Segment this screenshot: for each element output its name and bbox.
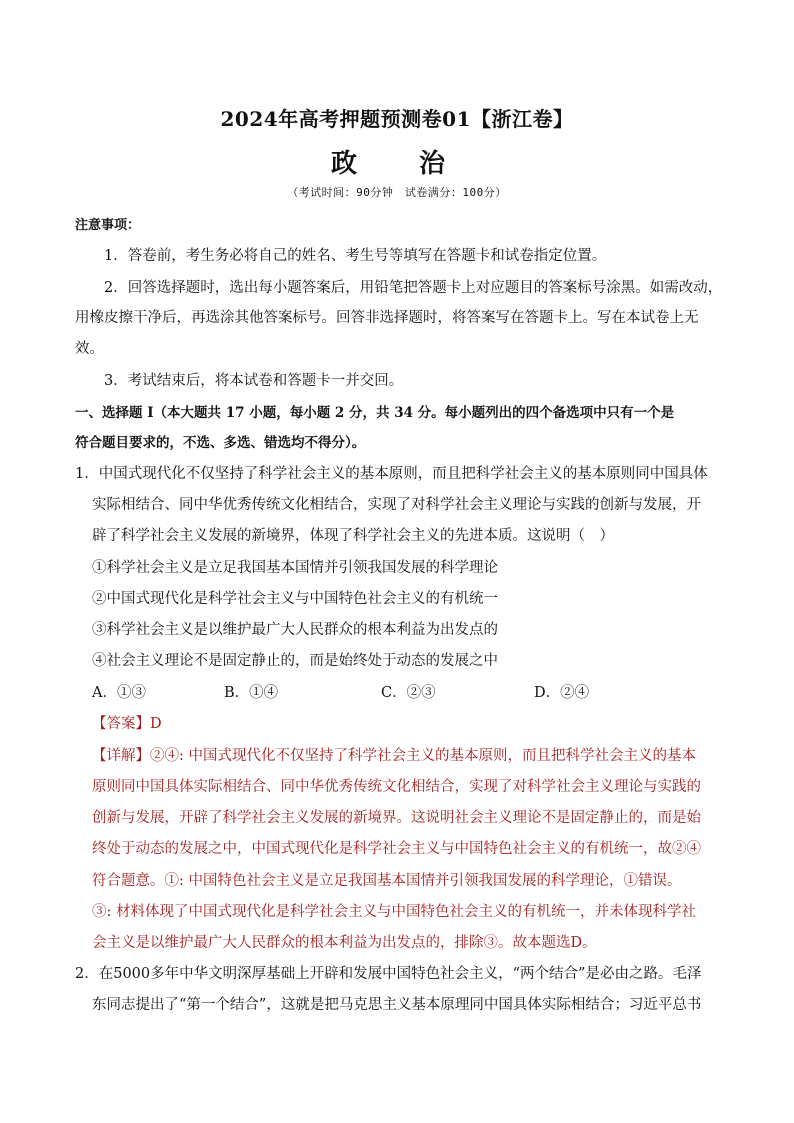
subject-title: 政 治	[330, 149, 463, 179]
note-item: 2．回答选择题时，选出每小题答案后，用铅笔把答题卡上对应题目的答案标号涂黑。如需改动，	[104, 280, 723, 296]
explanation-line: 符合题意。①: 中国特色社会主义是立足我国基本国情并引领我国发展的科学理论，①错误。	[92, 873, 682, 889]
section-heading: 一、选择题 I（本大题共 17 小题，每小题 2 分，共 34 分。每小题列出的四个备选项中只有一个是	[75, 405, 675, 421]
question-stem: 实际相结合、同中华优秀传统文化相结合，实现了对科学社会主义理论与实践的创新与发展，开	[92, 497, 701, 513]
statement: ②中国式现代化是科学社会主义与中国特色社会主义的有机统一	[92, 591, 498, 607]
question-stem: 辟了科学社会主义发展的新境界，体现了科学社会主义的先进本质。这说明（ ）	[92, 528, 614, 544]
notes-heading: 注意事项：	[75, 218, 141, 233]
statement: ④社会主义理论不是固定静止的，而是始终处于动态的发展之中	[92, 653, 498, 669]
note-item: 用橡皮擦干净后，再选涂其他答案标号。回答非选择题时，将答案写在答题卡上。写在本试卷上无	[75, 310, 699, 326]
explanation-line: 会主义是以维护最广大人民群众的根本利益为出发点的，排除③。故本题选D。	[92, 935, 597, 951]
explanation-line: 终处于动态的发展之中，中国式现代化是科学社会主义与中国特色社会主义的有机统一，故②④	[92, 841, 701, 857]
option-b: B．①④	[224, 685, 279, 701]
statement: ①科学社会主义是立足我国基本国情并引领我国发展的科学理论	[92, 560, 498, 576]
answer: 【答案】D	[92, 716, 162, 732]
explanation-line: 创新与发展，开辟了科学社会主义发展的新境界。这说明社会主义理论不是固定静止的，而是始	[92, 810, 701, 826]
statement: ③科学社会主义是以维护最广大人民群众的根本利益为出发点的	[92, 622, 498, 638]
exam-info: （考试时间：90分钟 试卷满分：100分）	[287, 186, 507, 199]
option-a: A．①③	[92, 685, 146, 701]
note-item: 1．答卷前，考生务必将自己的姓名、考生号等填写在答题卡和试卷指定位置。	[104, 248, 607, 264]
note-item: 3．考试结束后，将本试卷和答题卡一并交回。	[104, 373, 404, 389]
explanation-line: ③: 材料体现了中国式现代化是科学社会主义与中国特色社会主义的有机统一，并未体现科学社	[92, 904, 696, 920]
question-stem: 东同志提出了“第一个结合”，这就是把马克思主义基本原理同中国具体实际相结合；习近平总书	[92, 997, 702, 1013]
note-item: 效。	[75, 341, 104, 357]
question-stem: 2．在5000多年中华文明深厚基础上开辟和发展中国特色社会主义，“两个结合”是必由之路。毛泽	[75, 966, 702, 982]
question-stem: 1．中国式现代化不仅坚持了科学社会主义的基本原则，而且把科学社会主义的基本原则同中国具体	[75, 466, 708, 482]
option-c: C．②③	[381, 685, 436, 701]
option-d: D．②④	[534, 685, 590, 701]
explanation-line: 原则同中国具体实际相结合、同中华优秀传统文化相结合，实现了对科学社会主义理论与实践的	[92, 779, 701, 795]
explanation-line: 【详解】②④: 中国式现代化不仅坚持了科学社会主义的基本原则，而且把科学社会主义的基本	[92, 748, 696, 764]
section-heading: 符合题目要求的，不选、多选、错选均不得分）。	[75, 435, 366, 451]
exam-title: 2024年高考押题预测卷01【浙江卷】	[220, 107, 574, 131]
